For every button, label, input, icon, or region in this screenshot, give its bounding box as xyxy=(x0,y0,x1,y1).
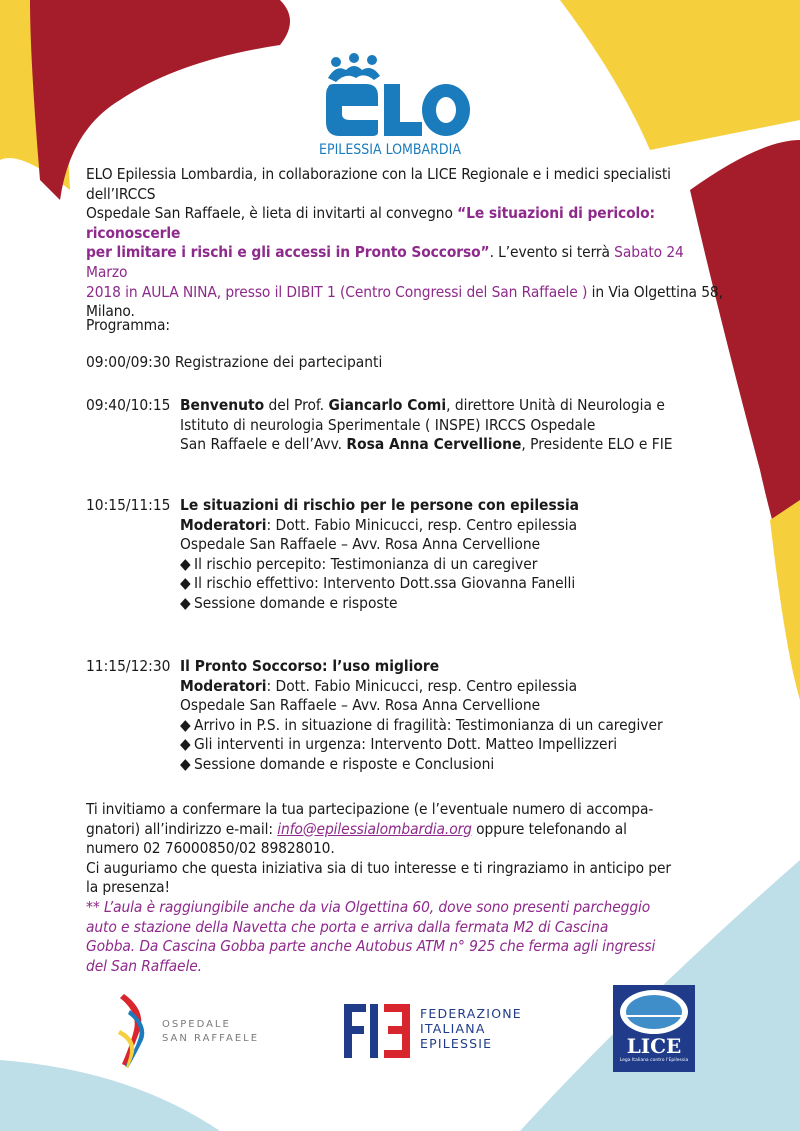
program-heading: Programma: xyxy=(86,316,170,334)
program-slot-2 xyxy=(86,396,726,456)
intro-text: in Via Olgettina 58, xyxy=(587,282,723,301)
moderators-label: Moderatori xyxy=(180,676,267,695)
list-item-text: Sessione domande e risposte xyxy=(194,593,398,612)
slot-time: 10:15/11:15 xyxy=(86,496,171,514)
list-item xyxy=(180,735,740,755)
san-raffaele-line: OSPEDALE xyxy=(162,1019,231,1030)
deco-yellow-top-right xyxy=(560,0,800,150)
san-raffaele-mark-icon xyxy=(116,990,156,1070)
event-date-b: 2018 in AULA NINA, presso il DIBIT 1 (Centro Congressi del San Raffaele ) xyxy=(86,282,588,301)
lice-emblem-icon xyxy=(614,986,694,1036)
fie-line: EPILESSIE xyxy=(420,1036,493,1051)
slot-text: San Raffaele e dell’Avv. xyxy=(180,435,347,454)
lice-subtitle: Lega Italiana contro l’Epilessia xyxy=(619,1058,689,1063)
bullet-icon: ◆ xyxy=(180,715,191,734)
slot-description xyxy=(180,657,740,775)
closing-line xyxy=(86,820,726,840)
speaker-name: Giancarlo Comi xyxy=(328,396,447,414)
deco-yellow-right xyxy=(770,500,800,700)
fie-logo xyxy=(342,1000,522,1060)
closing-paragraph xyxy=(86,800,726,976)
program-slot-3 xyxy=(86,496,726,616)
list-item xyxy=(180,594,740,614)
intro-line-4 xyxy=(86,283,726,303)
bullet-icon: ◆ xyxy=(180,554,191,573)
list-item-text: Il rischio effettivo: Intervento Dott.ssa Giovanna Fanelli xyxy=(194,574,576,593)
san-raffaele-logo xyxy=(116,990,276,1070)
closing-line: la presenza! xyxy=(86,878,171,897)
fie-line: ITALIANA xyxy=(420,1021,486,1036)
closing-text: oppure telefonando al xyxy=(471,819,627,838)
closing-text: gnatori) all’indirizzo e-mail: xyxy=(86,819,278,838)
list-item-text: Sessione domande e risposte e Conclusioni xyxy=(194,754,495,773)
closing-line: Ci auguriamo che questa iniziativa sia di tuo interesse e ti ringraziamo in anticipo per xyxy=(86,858,672,877)
speaker-name: Rosa Anna Cervellione xyxy=(346,435,522,454)
list-item xyxy=(180,755,740,775)
directions-line: Gobba. Da Cascina Gobba parte anche Autobus ATM n° 925 che ferma agli ingressi xyxy=(86,937,656,956)
slot-text: , Presidente ELO e FIE xyxy=(521,435,673,454)
slot-text: Registrazione dei partecipanti xyxy=(174,353,383,371)
closing-line: Ti invitiamo a confermare la tua partecipazione (e l’eventuale numero di accompa- xyxy=(86,800,654,818)
slot-text: , direttore Unità di Neurologia e xyxy=(446,396,665,414)
slot-title: Le situazioni di rischio per le persone con epilessia xyxy=(180,496,580,514)
bullet-icon: ◆ xyxy=(180,574,191,593)
bullet-icon: ◆ xyxy=(180,754,191,773)
slot-text: del Prof. xyxy=(264,396,329,414)
event-title-b: per limitare i rischi e gli accessi in Pronto Soccorso” xyxy=(86,243,490,262)
moderators-label: Moderatori xyxy=(180,515,267,534)
intro-line-5: Milano. xyxy=(86,302,135,321)
moderators-text: : Dott. Fabio Minicucci, resp. Centro epilessia xyxy=(266,676,578,695)
slot-text: Istituto di neurologia Sperimentale ( INSPE) IRCCS Ospedale xyxy=(180,415,596,434)
directions-line: del San Raffaele. xyxy=(86,956,202,975)
closing-line: numero 02 76000850/02 89828010. xyxy=(86,839,335,858)
fie-line: FEDERAZIONE xyxy=(420,1006,522,1021)
bullet-icon: ◆ xyxy=(180,735,191,754)
program-slot-1 xyxy=(86,353,726,373)
email-link[interactable]: info@epilessialombardia.org xyxy=(277,819,472,838)
program-slot-4 xyxy=(86,657,726,777)
list-item xyxy=(180,716,740,736)
san-raffaele-line: SAN RAFFAELE xyxy=(162,1033,260,1044)
slot-time: 09:40/10:15 xyxy=(86,396,171,414)
event-date-a: Sabato 24 Marzo xyxy=(86,243,684,281)
moderators-text: Ospedale San Raffaele – Avv. Rosa Anna Cervellione xyxy=(180,535,541,554)
list-item-text: Gli interventi in urgenza: Intervento Dott. Matteo Impellizzeri xyxy=(194,735,618,754)
directions-line: ** L’aula è raggiungibile anche da via Olgettina 60, dove sono presenti parcheggio xyxy=(86,897,651,916)
slot-title: Il Pronto Soccorso: l’uso migliore xyxy=(180,657,440,675)
fie-mark-icon xyxy=(342,1000,416,1060)
intro-line-1: ELO Epilessia Lombardia, in collaborazione con la LICE Regionale e i medici specialisti dell’IRCCS xyxy=(86,165,671,203)
intro-paragraph xyxy=(86,165,726,322)
directions-note xyxy=(86,898,726,976)
deco-blue-bottom-left xyxy=(0,1060,220,1131)
elo-logo xyxy=(300,48,480,158)
slot-time: 11:15/12:30 xyxy=(86,657,171,675)
lice-logo xyxy=(613,985,695,1072)
slot-keyword: Benvenuto xyxy=(180,396,265,414)
list-item-text: Il rischio percepito: Testimonianza di un caregiver xyxy=(194,554,538,573)
list-item-text: Arrivo in P.S. in situazione di fragilità: Testimonianza di un caregiver xyxy=(194,715,663,734)
slot-description xyxy=(180,396,740,455)
intro-line-2 xyxy=(86,204,726,243)
elo-logo-subtitle: EPILESSIA LOMBARDIA xyxy=(319,142,461,158)
intro-text: . L’evento si terrà xyxy=(489,243,615,262)
moderators-text: Ospedale San Raffaele – Avv. Rosa Anna Cervellione xyxy=(180,696,541,715)
list-item xyxy=(180,555,740,575)
slot-description xyxy=(180,496,740,614)
directions-line: auto e stazione della Navetta che porta e arriva dalla fermata M2 di Cascina xyxy=(86,917,609,936)
intro-line-3 xyxy=(86,243,726,282)
intro-text: Ospedale San Raffaele, è lieta di invitarti al convegno xyxy=(86,204,458,223)
lice-text: LICE xyxy=(626,1034,682,1058)
elo-logo-graphic xyxy=(300,48,480,158)
moderators-text: : Dott. Fabio Minicucci, resp. Centro epilessia xyxy=(266,515,578,534)
fie-text xyxy=(420,1006,522,1051)
san-raffaele-text xyxy=(162,1018,259,1046)
list-item xyxy=(180,574,740,594)
slot-time: 09:00/09:30 xyxy=(86,353,171,371)
bullet-icon: ◆ xyxy=(180,593,191,612)
event-title-a: “Le situazioni di pericolo: riconoscerle xyxy=(86,204,655,242)
